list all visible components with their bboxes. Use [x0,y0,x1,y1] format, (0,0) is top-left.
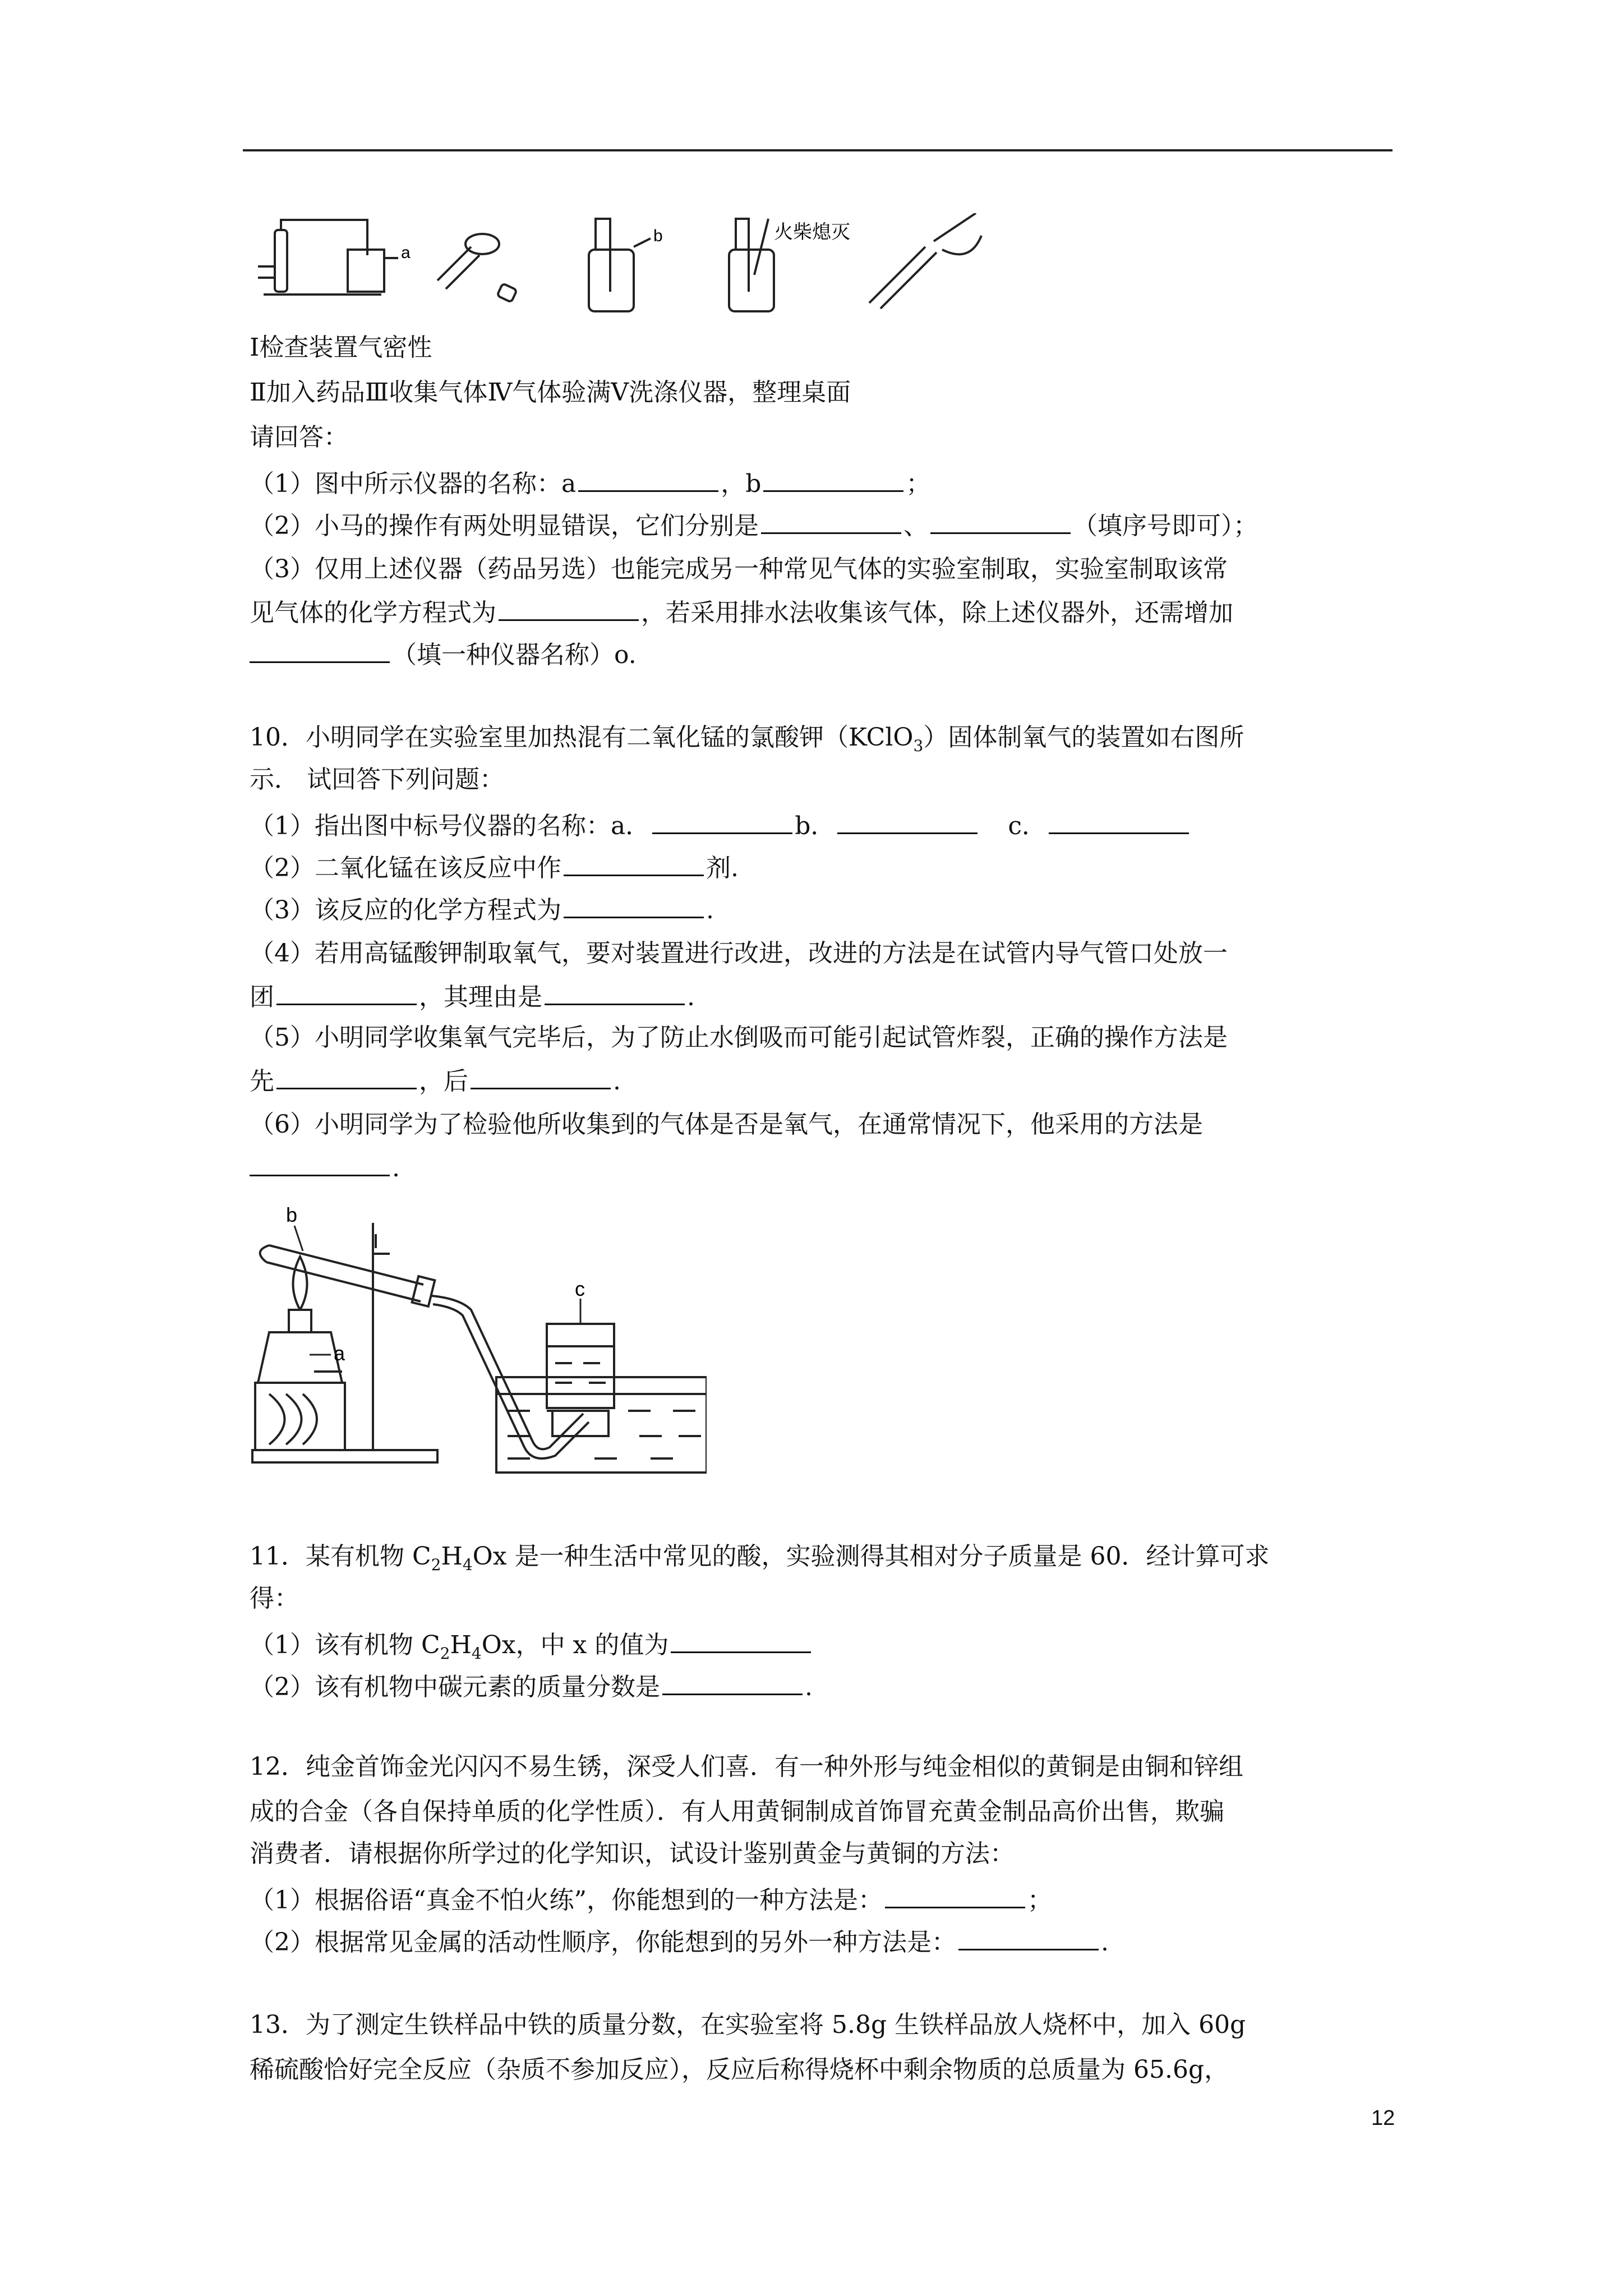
answer-blank[interactable] [671,1627,811,1653]
answer-blank[interactable] [885,1882,1025,1908]
fig1-label-b: b [653,227,663,245]
q12-line2: 成的合金（各自保持单质的化学性质）．有人用黄铜制成首饰冒充黄金制品高价出售，欺骗 [250,1797,1224,1826]
answer-blank[interactable] [250,637,390,663]
answer-blank[interactable] [276,1063,417,1089]
q10-part6-line1: （6）小明同学为了检验他所收集到的气体是否是氧气，在通常情况下，他采用的方法是 [250,1110,1203,1139]
q10-part1: （1）指出图中标号仪器的名称：a． b． c． [250,808,1191,843]
q10-part4-line1: （4）若用高锰酸钾制取氧气，要对装置进行改进，改进的方法是在试管内导气管口处放一 [250,939,1228,968]
step-line-1: Ⅰ检查装置气密性 [250,333,432,362]
fig1-label-fire: 火柴熄灭 [774,222,850,243]
answer-blank[interactable] [837,808,978,834]
fig2-label-a: a [334,1342,345,1365]
q9-part1: （1）图中所示仪器的名称：a ，b ； [250,466,930,501]
q9-part2: （2）小马的操作有两处明显错误，它们分别是 、 （填序号即可）； [250,508,1258,543]
step-line-2: Ⅱ加入药品Ⅲ收集气体Ⅳ气体验满Ⅴ洗涤仪器，整理桌面 [250,378,851,407]
answer-blank[interactable] [471,1063,611,1089]
answer-blank[interactable] [763,466,903,492]
q13-line2: 稀硫酸恰好完全反应（杂质不参加反应），反应后称得烧杯中剩余物质的总质量为 65.6g， [250,2055,1229,2084]
q11-line1: 11．某有机物 $C_2H_4Ox$ 是一种生活中常见的酸，实验测得其相对分子质量是 60．经计算可求 [250,1542,1270,1574]
fig2-label-c: c [575,1277,585,1300]
q10-part2: （2）二氧化锰在该反应中作 剂. [250,850,739,885]
q10-line1: 10．小明同学在实验室里加热混有二氧化锰的氯酸钾（KClO$_3$）固体制氧气的装置如右图所 [250,723,1244,755]
q9-part3-line1: （3）仅用上述仪器（药品另选）也能完成另一种常见气体的实验室制取，实验室制取该常 [250,555,1228,583]
q10-part6-line2: . [250,1150,400,1185]
q12-line3: 消费者．请根据你所学过的化学知识，试设计鉴别黄金与黄铜的方法： [250,1839,1015,1868]
page-number: 12 [1371,2106,1395,2130]
q10-part3: （3）该反应的化学方程式为 . [250,892,714,927]
header-rule [243,149,1393,151]
answer-blank[interactable] [578,466,718,492]
q12-part2: （2）根据常见金属的活动性顺序，你能想到的另外一种方法是： . [250,1924,1109,1959]
answer-blank[interactable] [1049,808,1189,834]
q10-part5-line2: 先 ，后 . [250,1063,621,1098]
q9-part3-line2: 见气体的化学方程式为 ，若采用排水法收集该气体，除上述仪器外，还需增加 [250,595,1233,630]
q11-part2: （2）该有机物中碳元素的质量分数是 . [250,1669,813,1704]
fig2-label-b: b [286,1203,298,1226]
answer-blank[interactable] [276,979,417,1005]
q9-part3-line3: （填一种仪器名称）o. [250,637,637,672]
q13-line1: 13．为了测定生铁样品中铁的质量分数，在实验室将 5.8g 生铁样品放人烧杯中，加入 60g [250,2010,1246,2039]
fig1-label-a: a [401,243,411,262]
q11-line2: 得： [250,1584,299,1613]
answer-blank[interactable] [564,892,704,918]
answer-blank[interactable] [499,595,639,621]
answer-blank[interactable] [761,508,901,534]
answer-blank[interactable] [930,508,1071,534]
q12-line1: 12．纯金首饰金光闪闪不易生锈，深受人们喜．有一种外形与纯金相似的黄铜是由铜和锌组 [250,1752,1243,1781]
answer-blank[interactable] [564,850,704,876]
q10-part5-line1: （5）小明同学收集氧气完毕后，为了防止水倒吸而可能引起试管炸裂，正确的操作方法是 [250,1023,1228,1052]
answer-blank[interactable] [545,979,685,1005]
q12-part1: （1）根据俗语“真金不怕火练”，你能想到的一种方法是： ； [250,1882,1052,1917]
q10-part4-line2: 团 ，其理由是 . [250,979,695,1014]
answer-blank[interactable] [958,1924,1099,1950]
q11-part1: （1）该有机物 $C_2H_4Ox$，中 x 的值为 [250,1627,813,1671]
answer-blank[interactable] [662,1669,803,1695]
answer-blank[interactable] [250,1150,390,1176]
lab-operations-figure [247,213,1032,314]
answer-blank[interactable] [652,808,792,834]
oxygen-apparatus-figure [247,1200,707,1481]
q10-line2: 示． 试回答下列问题： [250,765,504,794]
q9-prompt: 请回答： [250,423,348,452]
